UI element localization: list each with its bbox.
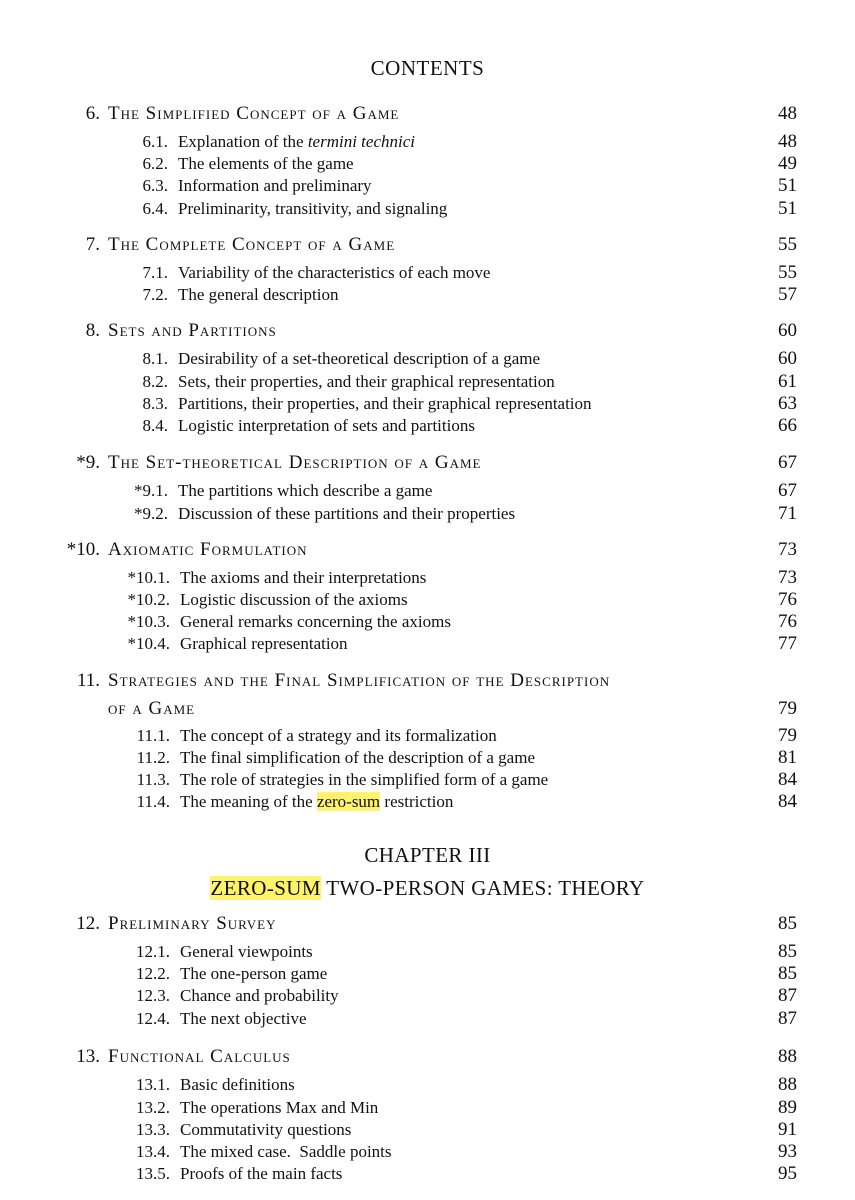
toc-entry-9-2[interactable] xyxy=(0,502,855,525)
entry-title: Discussion of these partitions and their properties xyxy=(178,504,516,523)
entry-title: The general description xyxy=(178,285,339,304)
toc-entry-10-4[interactable] xyxy=(0,632,855,655)
page-number: 57 xyxy=(778,284,797,305)
toc-entry-12-1[interactable] xyxy=(0,940,855,963)
section-title-line-2: of a Game xyxy=(108,698,196,719)
toc-section-11-continued[interactable] xyxy=(0,697,855,720)
entry-number: 8.1. xyxy=(142,349,168,368)
entry-number: 12.1. xyxy=(136,942,170,961)
page-number: 67 xyxy=(778,452,797,473)
section-number: 13. xyxy=(76,1046,100,1067)
italic-term: termini technici xyxy=(307,132,415,151)
toc-section-9[interactable] xyxy=(0,451,855,474)
page-number: 60 xyxy=(778,348,797,369)
page-number: 84 xyxy=(778,769,797,790)
page-number: 49 xyxy=(778,153,797,174)
toc-entry-13-4[interactable] xyxy=(0,1140,855,1163)
page-number: 85 xyxy=(778,963,797,984)
contents-heading: CONTENTS xyxy=(370,56,485,80)
entry-title: General remarks concerning the axioms xyxy=(180,612,451,631)
entry-title: The elements of the game xyxy=(178,154,354,173)
entry-number: 12.3. xyxy=(136,986,170,1005)
entry-number: 7.1. xyxy=(142,263,168,282)
toc-entry-10-1[interactable] xyxy=(0,566,855,589)
toc-entry-6-3[interactable] xyxy=(0,174,855,197)
entry-number: 6.2. xyxy=(142,154,168,173)
page-number: 87 xyxy=(778,1008,797,1029)
toc-entry-10-2[interactable] xyxy=(0,588,855,611)
entry-title: The partitions which describe a game xyxy=(178,481,433,500)
entry-title: The operations Max and Min xyxy=(180,1098,379,1117)
section-number: *10. xyxy=(66,539,100,560)
entry-title: Partitions, their properties, and their graphical representation xyxy=(178,394,592,413)
entry-number: *10.2. xyxy=(127,590,170,609)
toc-entry-8-1[interactable] xyxy=(0,347,855,370)
page-number: 73 xyxy=(778,539,797,560)
entry-title: The meaning of the zero-sum restriction xyxy=(180,792,454,811)
entry-title: Graphical representation xyxy=(180,634,348,653)
toc-entry-7-2[interactable] xyxy=(0,283,855,306)
toc-entry-10-3[interactable] xyxy=(0,610,855,633)
entry-title: The final simplification of the description of a game xyxy=(180,748,535,767)
entry-title: Information and preliminary xyxy=(178,176,372,195)
page-number: 76 xyxy=(778,589,797,610)
entry-number: *9.2. xyxy=(134,504,168,523)
page-number: 77 xyxy=(778,633,797,654)
toc-entry-13-5[interactable] xyxy=(0,1162,855,1185)
entry-title: The axioms and their interpretations xyxy=(180,568,427,587)
section-number: *9. xyxy=(76,452,100,473)
page-number: 71 xyxy=(778,503,797,524)
toc-entry-12-4[interactable] xyxy=(0,1007,855,1030)
entry-title: Chance and probability xyxy=(180,986,339,1005)
entry-number: *9.1. xyxy=(134,481,168,500)
toc-section-10[interactable] xyxy=(0,538,855,561)
entry-title: The one-person game xyxy=(180,964,328,983)
entry-title: Preliminarity, transitivity, and signaling xyxy=(178,199,448,218)
page-number: 79 xyxy=(778,698,797,719)
page-number: 60 xyxy=(778,320,797,341)
page-number: 79 xyxy=(778,725,797,746)
page-number: 89 xyxy=(778,1097,797,1118)
section-title: The Simplified Concept of a Game xyxy=(108,103,400,124)
toc-entry-6-1[interactable] xyxy=(0,130,855,153)
entry-number: *10.1. xyxy=(127,568,170,587)
chapter-title: ZERO-SUM TWO-PERSON GAMES: THEORY xyxy=(210,876,645,900)
entry-title: The mixed case. Saddle points xyxy=(180,1142,392,1161)
page-number: 87 xyxy=(778,985,797,1006)
entry-title: The role of strategies in the simplified form of a game xyxy=(180,770,549,789)
entry-number: 6.4. xyxy=(142,199,168,218)
page-number: 84 xyxy=(778,791,797,812)
toc-entry-11-4[interactable] xyxy=(0,790,855,813)
page-number: 67 xyxy=(778,480,797,501)
toc-section-6[interactable] xyxy=(0,102,855,125)
entry-title: The concept of a strategy and its formalization xyxy=(180,726,497,745)
entry-number: 8.2. xyxy=(142,372,168,391)
page-number: 76 xyxy=(778,611,797,632)
entry-number: 13.5. xyxy=(136,1164,170,1183)
section-title: The Set-theoretical Description of a Game xyxy=(108,452,482,473)
toc-entry-8-3[interactable] xyxy=(0,392,855,415)
entry-number: 11.1. xyxy=(136,726,170,745)
section-title: The Complete Concept of a Game xyxy=(108,234,396,255)
entry-number: 11.3. xyxy=(136,770,170,789)
toc-entry-13-3[interactable] xyxy=(0,1118,855,1141)
highlighted-term: ZERO-SUM xyxy=(210,876,321,900)
entry-number: *10.4. xyxy=(127,634,170,653)
entry-title: Explanation of the termini technici xyxy=(178,132,415,151)
entry-title: Desirability of a set-theoretical description of a game xyxy=(178,349,541,368)
section-number: 11. xyxy=(76,670,100,691)
page-number: 85 xyxy=(778,941,797,962)
highlighted-term: zero-sum xyxy=(316,792,381,811)
page-number: 48 xyxy=(778,103,797,124)
section-title: Preliminary Survey xyxy=(108,913,277,934)
entry-title: Sets, their properties, and their graphical representation xyxy=(178,372,555,391)
entry-number: 13.4. xyxy=(136,1142,170,1161)
chapter-label: CHAPTER III xyxy=(364,843,491,867)
section-title-line-1: Strategies and the Final Simplification of the Description xyxy=(108,670,611,691)
toc-entry-12-3[interactable] xyxy=(0,984,855,1007)
section-number: 12. xyxy=(76,913,100,934)
entry-number: 8.4. xyxy=(142,416,168,435)
toc-entry-9-1[interactable] xyxy=(0,479,855,502)
toc-section-13[interactable] xyxy=(0,1045,855,1068)
entry-number: 12.4. xyxy=(136,1009,170,1028)
toc-entry-6-4[interactable] xyxy=(0,197,855,220)
entry-title: Logistic discussion of the axioms xyxy=(180,590,408,609)
entry-title: Logistic interpretation of sets and partitions xyxy=(178,416,475,435)
toc-entry-6-2[interactable] xyxy=(0,152,855,175)
page-number: 55 xyxy=(778,234,797,255)
entry-number: 12.2. xyxy=(136,964,170,983)
entry-title: Variability of the characteristics of each move xyxy=(178,263,491,282)
page-number: 93 xyxy=(778,1141,797,1162)
entry-number: 11.4. xyxy=(136,792,170,811)
page-number: 51 xyxy=(778,175,797,196)
entry-number: 11.2. xyxy=(136,748,170,767)
entry-number: 8.3. xyxy=(142,394,168,413)
page-number: 91 xyxy=(778,1119,797,1140)
toc-entry-8-2[interactable] xyxy=(0,370,855,393)
section-title: Functional Calculus xyxy=(108,1046,291,1067)
entry-number: *10.3. xyxy=(127,612,170,631)
section-number: 6. xyxy=(85,103,100,124)
toc-section-11[interactable] xyxy=(0,669,855,692)
entry-number: 13.2. xyxy=(136,1098,170,1117)
entry-number: 13.1. xyxy=(136,1075,170,1094)
section-title: Axiomatic Formulation xyxy=(108,539,308,560)
page-number: 88 xyxy=(778,1074,797,1095)
page-number: 48 xyxy=(778,131,797,152)
toc-entry-11-3[interactable] xyxy=(0,768,855,791)
entry-title: General viewpoints xyxy=(180,942,313,961)
toc-entry-8-4[interactable] xyxy=(0,414,855,437)
toc-section-8[interactable] xyxy=(0,319,855,342)
entry-title: Proofs of the main facts xyxy=(180,1164,343,1183)
page-number: 63 xyxy=(778,393,797,414)
toc-entry-11-2[interactable] xyxy=(0,746,855,769)
entry-number: 6.1. xyxy=(142,132,168,151)
page-number: 66 xyxy=(778,415,797,436)
entry-number: 13.3. xyxy=(136,1120,170,1139)
entry-number: 6.3. xyxy=(142,176,168,195)
page-number: 55 xyxy=(778,262,797,283)
toc-entry-11-1[interactable] xyxy=(0,724,855,747)
page-number: 85 xyxy=(778,913,797,934)
toc-section-12[interactable] xyxy=(0,912,855,935)
section-number: 8. xyxy=(85,320,100,341)
page-number: 88 xyxy=(778,1046,797,1067)
entry-title: Commutativity questions xyxy=(180,1120,352,1139)
toc-section-7[interactable] xyxy=(0,233,855,256)
entry-number: 7.2. xyxy=(142,285,168,304)
entry-title: The next objective xyxy=(180,1009,307,1028)
page-number: 81 xyxy=(778,747,797,768)
section-title: Sets and Partitions xyxy=(108,320,277,341)
toc-entry-7-1[interactable] xyxy=(0,261,855,284)
page-number: 61 xyxy=(778,371,797,392)
toc-entry-12-2[interactable] xyxy=(0,962,855,985)
page-number: 73 xyxy=(778,567,797,588)
toc-entry-13-1[interactable] xyxy=(0,1073,855,1096)
section-number: 7. xyxy=(85,234,100,255)
page-number: 51 xyxy=(778,198,797,219)
toc-entry-13-2[interactable] xyxy=(0,1096,855,1119)
entry-title: Basic definitions xyxy=(180,1075,295,1094)
page-number: 95 xyxy=(778,1163,797,1184)
